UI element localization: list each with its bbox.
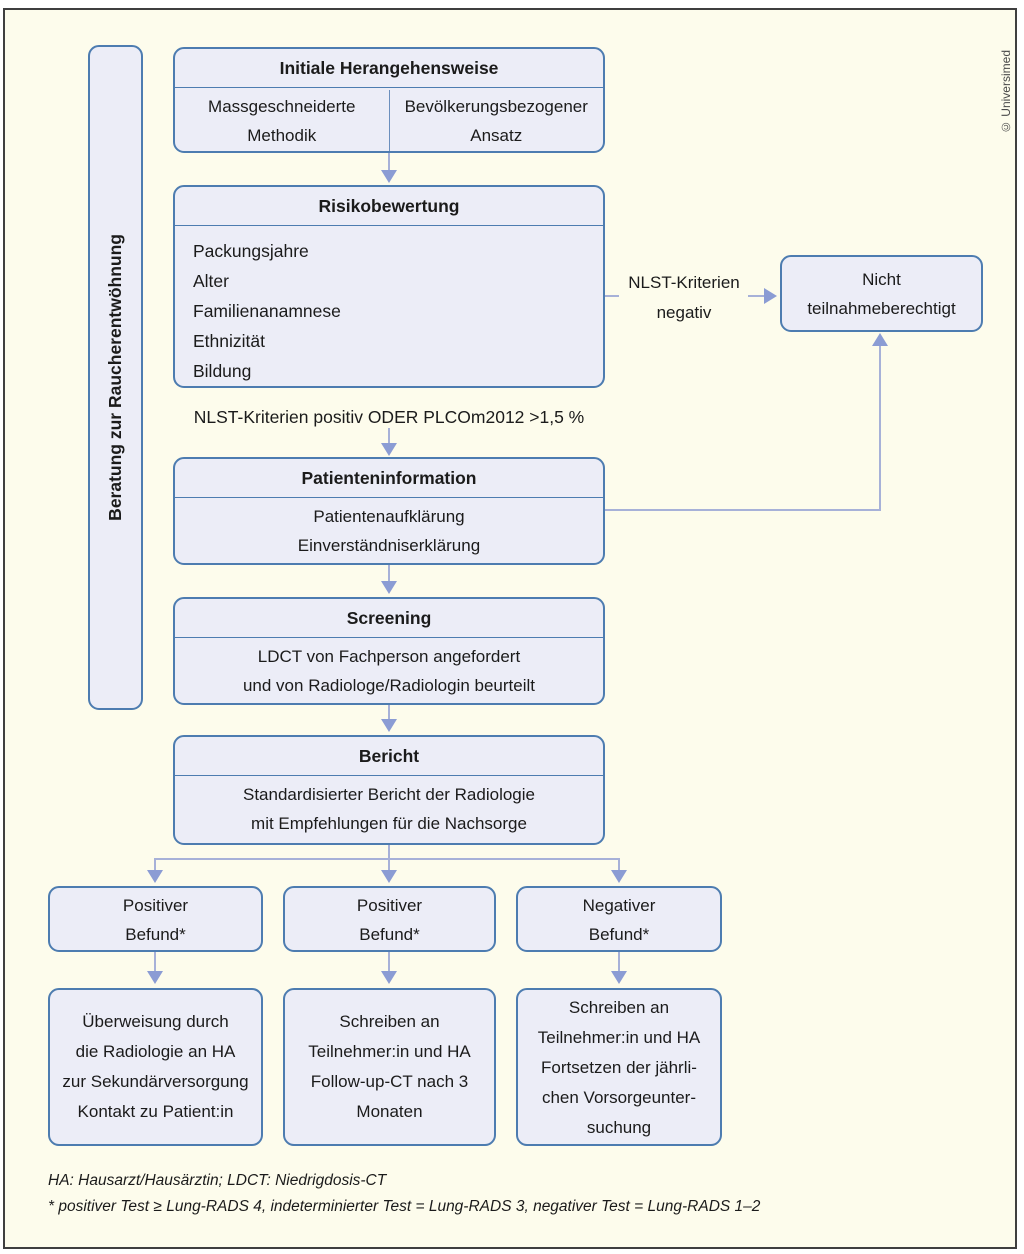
connector-line <box>605 509 881 511</box>
box-line: suchung <box>586 1118 652 1137</box>
box-line: Schreiben an <box>568 998 670 1017</box>
screening-title: Screening <box>175 599 603 638</box>
box-line: Befund* <box>359 925 420 944</box>
initial-approach-box <box>173 47 605 153</box>
risk-item: Alter <box>193 271 229 291</box>
report-title: Bericht <box>175 737 603 776</box>
box-line: chen Vorsorgeunter- <box>541 1088 697 1107</box>
sidebar-label: Beratung zur Raucherentwöhnung <box>105 234 125 521</box>
box-line: Einverständniserklärung <box>297 536 481 555</box>
arrow-up-icon <box>872 333 888 346</box>
box-line: Standardisierter Bericht der Radiologie <box>243 785 535 804</box>
connector-line <box>618 952 620 973</box>
arrow-down-icon <box>147 971 163 984</box>
risk-assessment-title: Risikobewertung <box>175 187 603 226</box>
patient-information-title: Patienteninformation <box>175 459 603 498</box>
nlst-negative-label <box>616 268 752 328</box>
box-line: Teilnehmer:in und HA <box>537 1028 701 1047</box>
box-line: Monaten <box>356 1102 423 1121</box>
box-line: Negativer <box>582 896 656 915</box>
cell-line: Massgeschneiderte <box>208 96 356 116</box>
positive-result-box-1 <box>48 886 263 952</box>
cell-line: Bevölkerungsbezogener <box>404 96 588 116</box>
box-line: Befund* <box>125 925 186 944</box>
report-box <box>173 735 605 845</box>
footnote-abbreviations: HA: Hausarzt/Hausärztin; LDCT: Niedrigdosis-CT <box>48 1172 387 1189</box>
footnote-lung-rads: * positiver Test ≥ Lung-RADS 4, indeterminierter Test = Lung-RADS 3, negativer Test = Lung-RADS 1–2 <box>48 1198 761 1215</box>
box-line: Positiver <box>356 896 423 915</box>
copyright-text: © Universimed <box>999 49 1013 134</box>
box-line: zur Sekundärversorgung <box>62 1072 249 1091</box>
continue-screening-action-box <box>516 988 722 1146</box>
risk-item: Bildung <box>193 361 252 381</box>
connector-line <box>879 345 881 511</box>
referral-action-box <box>48 988 263 1146</box>
connector-line <box>154 952 156 973</box>
arrow-down-icon <box>381 581 397 594</box>
positive-result-box-2 <box>283 886 496 952</box>
risk-assessment-box <box>173 185 605 388</box>
smoking-cessation-sidebar <box>88 45 143 710</box>
risk-item: Familienanamnese <box>193 301 341 321</box>
label-line: NLST-Kriterien <box>628 273 740 292</box>
box-line: Befund* <box>588 925 650 944</box>
box-line: Kontakt zu Patient:in <box>77 1102 234 1121</box>
nlst-positive-label: NLST-Kriterien positiv ODER PLCOm2012 >1,5 % <box>193 407 585 427</box>
box-line: LDCT von Fachperson angefordert <box>257 647 521 666</box>
arrow-down-icon <box>381 870 397 883</box>
tailored-method-cell <box>175 90 390 151</box>
arrow-right-icon <box>764 288 777 304</box>
box-line: Nicht <box>862 270 901 289</box>
box-line: und von Radiologe/Radiologin beurteilt <box>242 676 536 695</box>
patient-information-box <box>173 457 605 565</box>
box-line: die Radiologie an HA <box>75 1042 236 1061</box>
screening-box <box>173 597 605 705</box>
population-approach-cell <box>390 90 604 151</box>
box-line: Follow-up-CT nach 3 <box>310 1072 469 1091</box>
box-line: Fortsetzen der jährli- <box>541 1058 697 1077</box>
negative-result-box <box>516 886 722 952</box>
copyright-label <box>999 24 1017 134</box>
cell-line: Methodik <box>247 125 317 145</box>
arrow-down-icon <box>381 443 397 456</box>
connector-line <box>388 952 390 973</box>
connector-line <box>154 858 620 860</box>
box-line: Schreiben an <box>339 1012 440 1031</box>
box-line: teilnahmeberechtigt <box>807 299 956 318</box>
box-line: Positiver <box>122 896 189 915</box>
cell-line: Ansatz <box>470 125 523 145</box>
risk-item: Packungsjahre <box>193 241 309 261</box>
box-line: mit Empfehlungen für die Nachsorge <box>251 814 527 833</box>
risk-item: Ethnizität <box>193 331 265 351</box>
box-line: Überweisung durch <box>82 1012 229 1031</box>
label-line: negativ <box>656 303 712 322</box>
connector-line <box>388 565 390 582</box>
not-eligible-box <box>780 255 983 332</box>
arrow-down-icon <box>611 971 627 984</box>
arrow-down-icon <box>381 971 397 984</box>
followup-ct-action-box <box>283 988 496 1146</box>
footnotes <box>48 1168 760 1220</box>
arrow-down-icon <box>381 719 397 732</box>
arrow-down-icon <box>611 870 627 883</box>
box-line: Patientenaufklärung <box>313 507 465 526</box>
arrow-down-icon <box>147 870 163 883</box>
box-line: Teilnehmer:in und HA <box>308 1042 471 1061</box>
initial-approach-title: Initiale Herangehensweise <box>175 49 603 88</box>
arrow-down-icon <box>381 170 397 183</box>
